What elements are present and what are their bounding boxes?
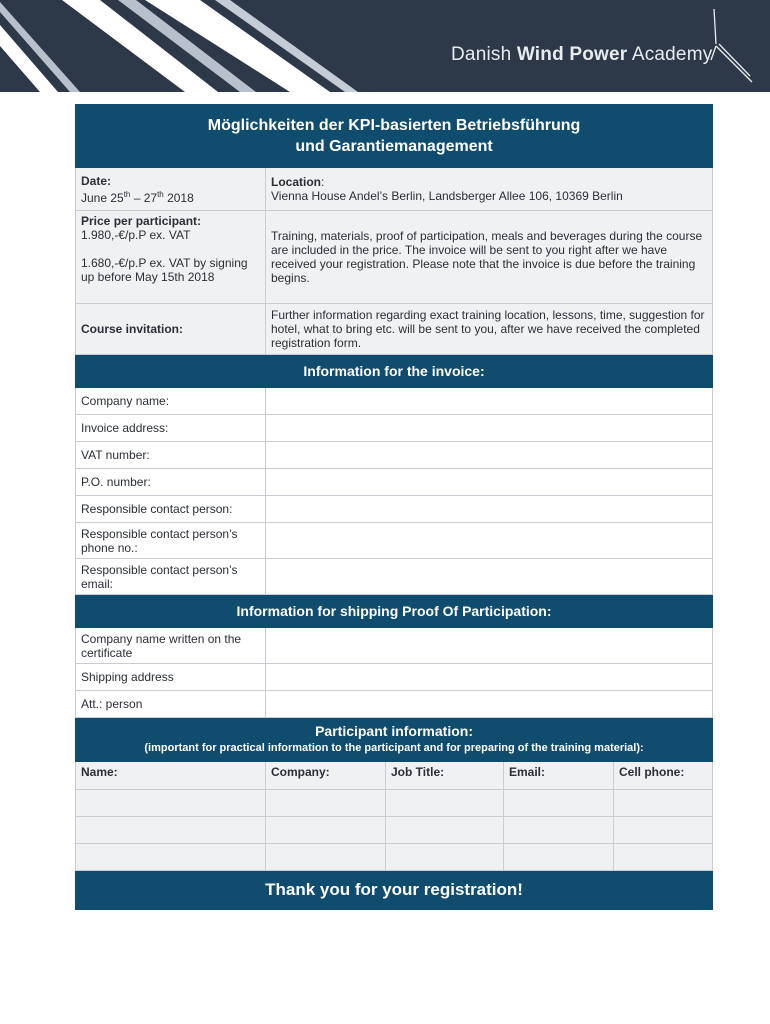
- price-row: [76, 211, 713, 304]
- column-header-job-title: Job Title:: [386, 762, 504, 790]
- shipping-address-label: Shipping address: [76, 664, 266, 691]
- certificate-company-field[interactable]: [266, 628, 713, 664]
- vat-number-field[interactable]: [266, 442, 713, 469]
- column-header-cell-phone: Cell phone:: [614, 762, 713, 790]
- invoice-address-field[interactable]: [266, 415, 713, 442]
- shipping-address-field[interactable]: [266, 664, 713, 691]
- company-name-field[interactable]: [266, 388, 713, 415]
- att-person-label: Att.: person: [76, 691, 266, 718]
- date-cell: Date: June 25th – 27th 2018: [76, 168, 266, 211]
- participant-job-title-field[interactable]: [386, 817, 504, 844]
- participant-heading: [76, 718, 713, 762]
- certificate-company-label: Company name written on the certificate: [76, 628, 266, 664]
- invoice-section-header: [76, 355, 713, 388]
- participant-name-field[interactable]: [76, 844, 266, 871]
- shipping-address-row: [76, 664, 713, 691]
- att-person-field[interactable]: [266, 691, 713, 718]
- participant-row: [76, 790, 713, 817]
- contact-email-label: Responsible contact person’s email:: [76, 559, 266, 595]
- participant-company-field[interactable]: [266, 817, 386, 844]
- participant-row: [76, 817, 713, 844]
- po-number-field[interactable]: [266, 469, 713, 496]
- form-title-row: [76, 105, 713, 168]
- date-location-row: [76, 168, 713, 211]
- contact-phone-label: Responsible contact person’s phone no.:: [76, 523, 266, 559]
- participant-name-field[interactable]: [76, 790, 266, 817]
- participant-phone-field[interactable]: [614, 844, 713, 871]
- invoice-address-row: [76, 415, 713, 442]
- participant-subtitle: (important for practical information to the participant and for preparing of the training material):: [144, 742, 644, 754]
- participant-title: Participant information:: [315, 723, 473, 739]
- page-header: [0, 0, 770, 92]
- wind-turbine-logo-icon: [0, 0, 770, 92]
- company-name-row: [76, 388, 713, 415]
- contact-person-label: Responsible contact person:: [76, 496, 266, 523]
- participant-phone-field[interactable]: [614, 817, 713, 844]
- participant-email-field[interactable]: [504, 817, 614, 844]
- contact-email-field[interactable]: [266, 559, 713, 595]
- thank-you-message: Thank you for your registration!: [76, 871, 713, 910]
- course-description: Further information regarding exact training location, lessons, time, suggestion for hotel, what to bring etc. will be sent to you, after we have received the completed registration form.: [266, 304, 713, 355]
- contact-person-row: [76, 496, 713, 523]
- participant-section-header: [76, 718, 713, 762]
- vat-number-label: VAT number:: [76, 442, 266, 469]
- price-cell: Price per participant: 1.980,-€/p.P ex. VAT 1.680,-€/p.P ex. VAT by signing up before May 15th 2018: [76, 211, 266, 304]
- shipping-heading: Information for shipping Proof Of Participation:: [76, 595, 713, 628]
- registration-form: [75, 104, 713, 910]
- column-header-email: Email:: [504, 762, 614, 790]
- participant-row: [76, 844, 713, 871]
- participant-columns-row: [76, 762, 713, 790]
- po-number-label: P.O. number:: [76, 469, 266, 496]
- contact-phone-row: [76, 523, 713, 559]
- price-description: Training, materials, proof of participation, meals and beverages during the course are included in the price. The invoice will be sent to you right after we have received your registration. Please note that the invoice is due before the training begins.: [266, 211, 713, 304]
- invoice-address-label: Invoice address:: [76, 415, 266, 442]
- invoice-heading: Information for the invoice:: [76, 355, 713, 388]
- contact-phone-field[interactable]: [266, 523, 713, 559]
- participant-name-field[interactable]: [76, 817, 266, 844]
- shipping-section-header: [76, 595, 713, 628]
- thanks-row: [76, 871, 713, 910]
- location-cell: Location: Vienna House Andel’s Berlin, Landsberger Allee 106, 10369 Berlin: [266, 168, 713, 211]
- certificate-company-row: [76, 628, 713, 664]
- column-header-company: Company:: [266, 762, 386, 790]
- column-header-name: Name:: [76, 762, 266, 790]
- participant-phone-field[interactable]: [614, 790, 713, 817]
- participant-company-field[interactable]: [266, 790, 386, 817]
- contact-email-row: [76, 559, 713, 595]
- po-number-row: [76, 469, 713, 496]
- participant-email-field[interactable]: [504, 790, 614, 817]
- brand-wordmark: Danish Wind Power Academy: [451, 44, 713, 65]
- att-person-row: [76, 691, 713, 718]
- course-invitation-label: Course invitation:: [76, 304, 266, 355]
- company-name-label: Company name:: [76, 388, 266, 415]
- participant-email-field[interactable]: [504, 844, 614, 871]
- vat-number-row: [76, 442, 713, 469]
- course-row: [76, 304, 713, 355]
- page-title: Möglichkeiten der KPI-basierten Betriebsführung und Garantiemanagement: [76, 105, 713, 168]
- contact-person-field[interactable]: [266, 496, 713, 523]
- participant-company-field[interactable]: [266, 844, 386, 871]
- participant-job-title-field[interactable]: [386, 790, 504, 817]
- participant-job-title-field[interactable]: [386, 844, 504, 871]
